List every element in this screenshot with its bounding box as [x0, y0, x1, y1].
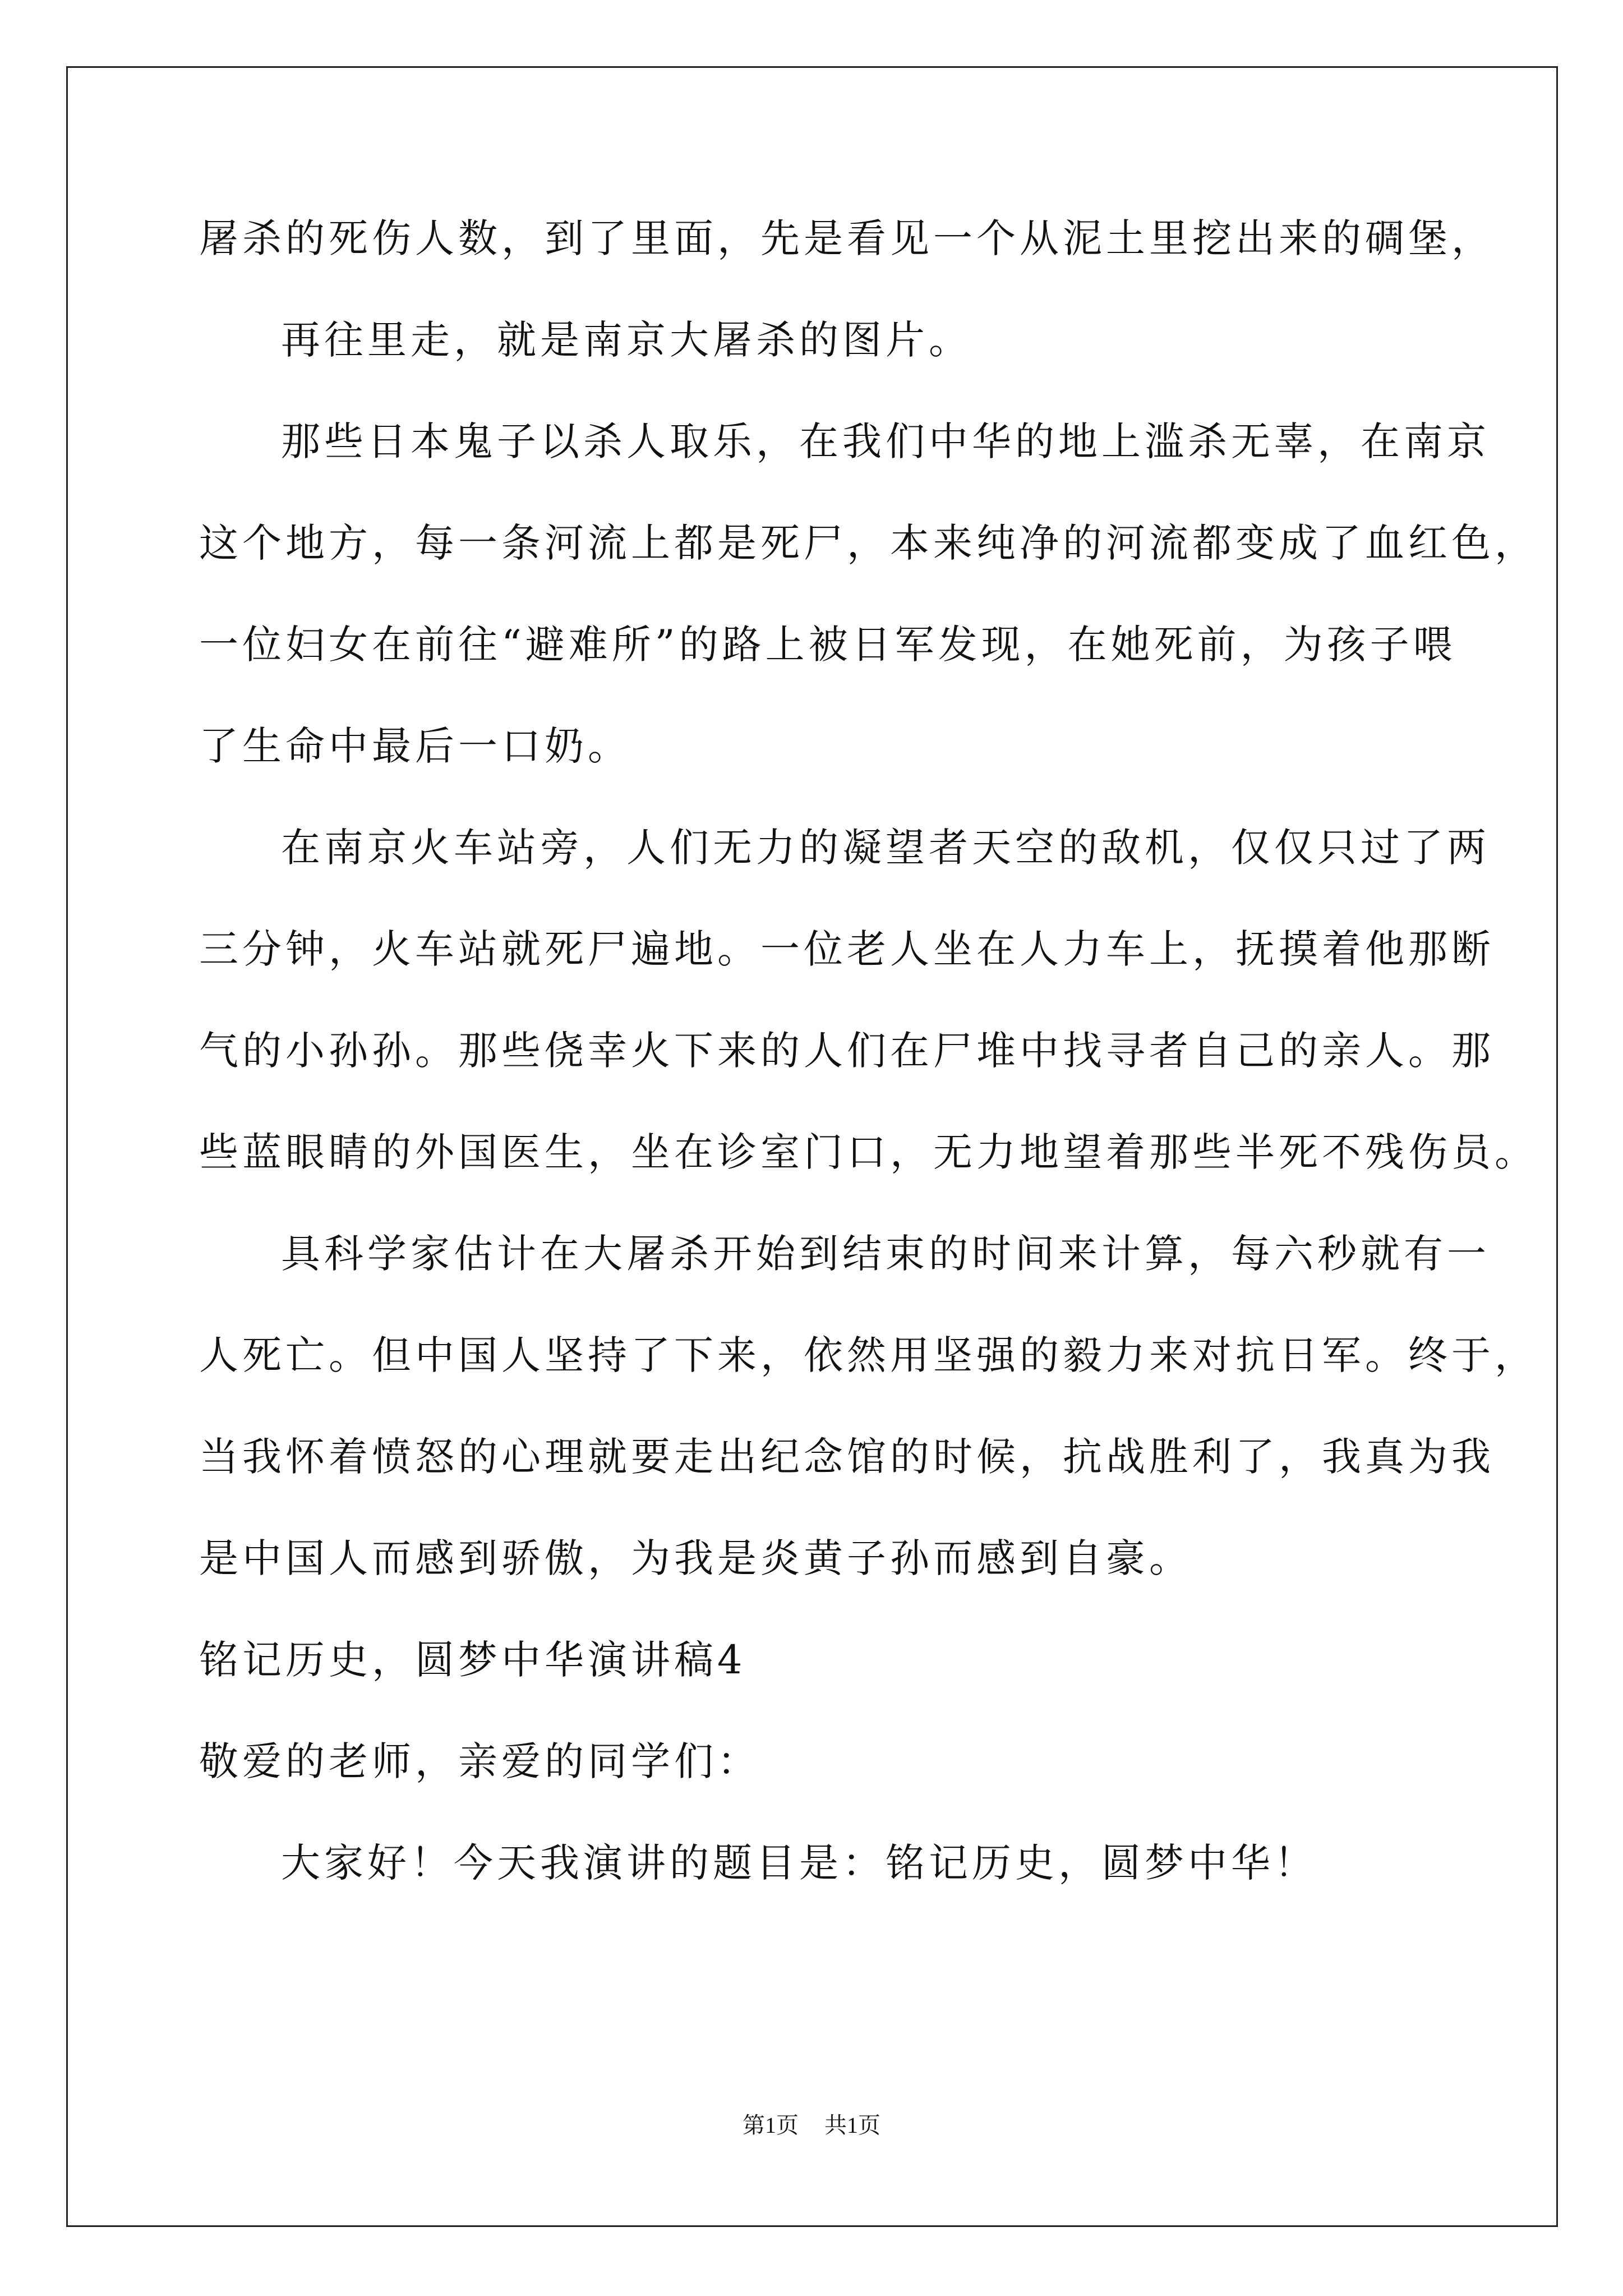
page-number: 第1页 [743, 2113, 799, 2138]
document-body [199, 213, 1538, 1939]
text-line: 是中国人而感到骄傲，为我是炎黄子孙而感到自豪。 [199, 1535, 1192, 1581]
text-line: 再往里走，就是南京大屠杀的图片。 [281, 317, 972, 363]
text-line: 那些日本鬼子以杀人取乐，在我们中华的地上滥杀无辜，在南京 [281, 418, 1490, 464]
section-heading: 铭记历史，圆梦中华演讲稿4 [199, 1637, 746, 1683]
text-line: 一位妇女在前往“避难所”的路上被日军发现，在她死前，为孩子喂 [199, 622, 1456, 668]
text-line: 屠杀的死伤人数，到了里面，先是看见一个从泥土里挖出来的碉堡， [199, 215, 1495, 261]
text-line: 些蓝眼睛的外国医生，坐在诊室门口，无力地望着那些半死不残伤员。 [199, 1129, 1538, 1175]
text-line: 大家好！今天我演讲的题目是：铭记历史，圆梦中华！ [281, 1840, 1317, 1886]
text-line: 三分钟，火车站就死尸遍地。一位老人坐在人力车上，抚摸着他那断 [199, 926, 1495, 972]
text-line: 在南京火车站旁，人们无力的凝望者天空的敌机，仅仅只过了两 [281, 825, 1490, 871]
text-line: 当我怀着愤怒的心理就要走出纪念馆的时候，抗战胜利了，我真为我 [199, 1434, 1495, 1480]
page-footer [0, 2111, 1623, 2139]
page-total: 共1页 [824, 2113, 880, 2138]
text-line: 具科学家估计在大屠杀开始到结束的时间来计算，每六秒就有一 [281, 1231, 1490, 1277]
text-line: 人死亡。但中国人坚持了下来，依然用坚强的毅力来对抗日军。终于， [199, 1332, 1538, 1378]
text-line: 了生命中最后一口奶。 [199, 723, 631, 769]
text-line: 这个地方，每一条河流上都是死尸，本来纯净的河流都变成了血红色， [199, 520, 1538, 566]
salutation: 敬爱的老师，亲爱的同学们： [199, 1738, 760, 1784]
text-line: 气的小孙孙。那些侥幸火下来的人们在尸堆中找寻者自己的亲人。那 [199, 1028, 1495, 1074]
